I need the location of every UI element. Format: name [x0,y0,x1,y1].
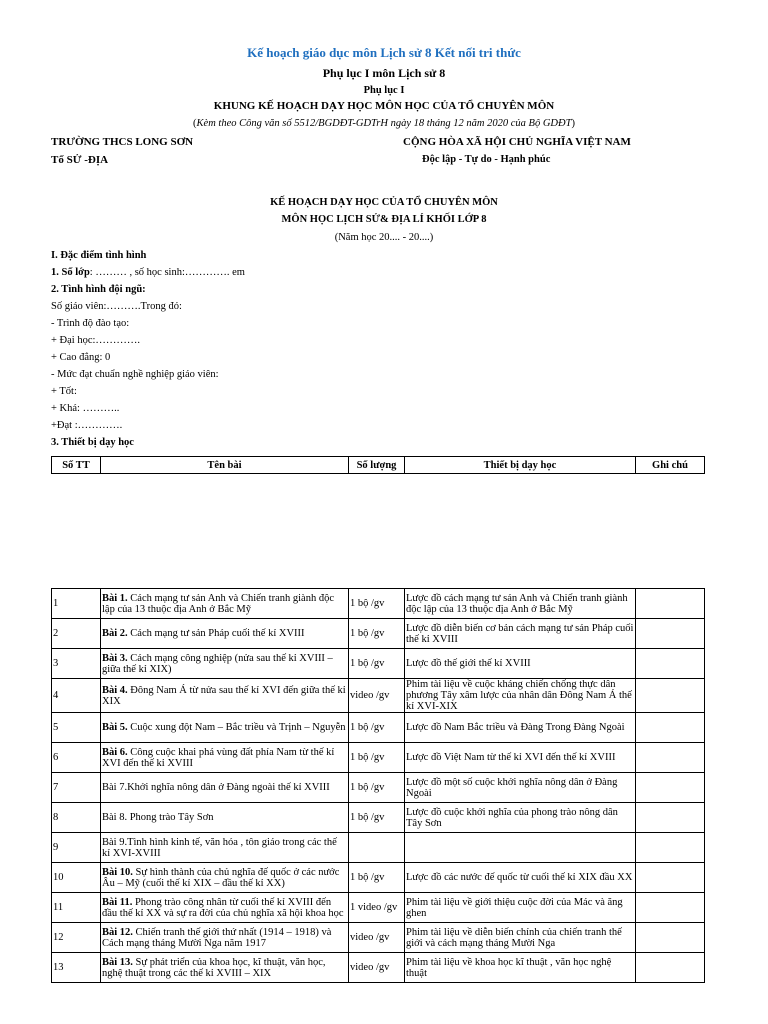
lesson-name: Bài 2. Cách mạng tư sản Pháp cuối thế kỉ XVIII [101,619,349,649]
note [636,619,705,649]
lesson-name: Bài 8. Phong trào Tây Sơn [101,803,349,833]
table-row [52,649,705,679]
row-number: 11 [52,893,101,923]
national-motto: Độc lập - Tự do - Hạnh phúc [422,154,551,165]
quantity: 1 bộ /gv [349,589,405,619]
row-number: 10 [52,863,101,893]
row-number: 7 [52,773,101,803]
quantity: 1 bộ /gv [349,713,405,743]
nation-name: CỘNG HÒA XÃ HỘI CHỦ NGHĨA VIỆT NAM [403,136,631,148]
note [636,863,705,893]
equipment-heading: 3. Thiết bị dạy học [51,437,134,448]
note [636,953,705,983]
table-row [52,619,705,649]
quantity: 1 video /gv [349,893,405,923]
staff-line: + Đại học:…………. [51,335,141,346]
frame-title: KHUNG KẾ HOẠCH DẠY HỌC MÔN HỌC CỦA TỔ CHUYÊN MÔN [213,100,555,112]
table-row [52,863,705,893]
equipment [405,833,636,863]
staff-line: - Trình độ đào tạo: [51,318,130,329]
lesson-name: Bài 9.Tình hình kinh tế, văn hóa , tôn giáo trong các thế kỉ XVI-XVIII [101,833,349,863]
lesson-name: Bài 11. Phong trào công nhân từ cuối thế kỉ XVIII đến đầu thế kỉ XX và sự ra đời của chủ nghĩa xã hội khoa học [101,893,349,923]
row-number: 8 [52,803,101,833]
plan-title: KẾ HOẠCH DẠY HỌC CỦA TỔ CHUYÊN MÔN [270,197,498,208]
staff-line: + Tốt: [51,386,77,397]
document-title: Kế hoạch giáo dục môn Lịch sử 8 Kết nối tri thức [247,45,521,60]
equipment: Phim tài liệu về cuộc kháng chiến chống thực dân phương Tây xâm lược của nhân dân Đông Nam Á thế kỉ XVI-XIX [405,679,636,713]
column-header-note: Ghi chú [636,457,705,474]
appendix-label: Phụ lục I [363,85,405,96]
lesson-name: Bài 3. Cách mạng công nghiệp (nửa sau thế kỉ XVIII – giữa thế kỉ XIX) [101,649,349,679]
column-header-lesson: Tên bài [101,457,349,474]
equipment: Lược đồ Việt Nam từ thế kỉ XVI đến thế kỉ XVIII [405,743,636,773]
column-header-no: Số TT [52,457,101,474]
section-heading: I. Đặc điểm tình hình [51,250,147,261]
note [636,773,705,803]
table-row [52,923,705,953]
lesson-name: Bài 12. Chiến tranh thế giới thứ nhất (1914 – 1918) và Cách mạng tháng Mười Nga năm 1917 [101,923,349,953]
equipment: Lược đồ thế giới thế kỉ XVIII [405,649,636,679]
group-name: Tổ SỬ -ĐỊA [51,154,109,166]
note [636,803,705,833]
lesson-name: Bài 4. Đông Nam Á từ nửa sau thế kỉ XVI đến giữa thế kỉ XIX [101,679,349,713]
school-name: TRƯỜNG THCS LONG SƠN [51,136,194,148]
equipment: Lược đồ cách mạng tư sản Anh và Chiến tranh giành độc lập của 13 thuộc địa Anh ở Bắc Mỹ [405,589,636,619]
equipment: Lược đồ diễn biến cơ bản cách mạng tư sản Pháp cuối thế kỉ XVIII [405,619,636,649]
equipment: Lược đồ một số cuộc khởi nghĩa nông dân ở Đàng Ngoài [405,773,636,803]
appendix-title: Phụ lục I môn Lịch sử 8 [322,66,446,80]
row-number: 2 [52,619,101,649]
equipment-table [51,588,705,983]
note [636,893,705,923]
lesson-name: Bài 5. Cuộc xung đột Nam – Bắc triều và Trịnh – Nguyễn [101,713,349,743]
row-number: 9 [52,833,101,863]
staff-line: + Cao đẳng: 0 [51,352,111,363]
equipment: Phim tài liệu về khoa học kĩ thuật , văn học nghệ thuật [405,953,636,983]
row-number: 6 [52,743,101,773]
staff-heading: 2. Tình hình đội ngũ: [51,284,146,295]
class-count: 1. Số lớp: ……… , số học sinh:…………. em [51,267,245,278]
lesson-name: Bài 10. Sự hình thành của chủ nghĩa đế quốc ở các nước Âu – Mỹ (cuối thế kỉ XIX – đầu thế kỉ XX) [101,863,349,893]
row-number: 3 [52,649,101,679]
table-row [52,713,705,743]
staff-line: Số giáo viên:……….Trong đó: [51,301,182,312]
lesson-name: Bài 1. Cách mạng tư sản Anh và Chiến tranh giành độc lập của 13 thuộc địa Anh ở Bắc Mỹ [101,589,349,619]
table-row [52,953,705,983]
quantity: 1 bộ /gv [349,803,405,833]
row-number: 5 [52,713,101,743]
note [636,713,705,743]
table-row [52,743,705,773]
table-row [52,679,705,713]
table-row [52,893,705,923]
quantity: 1 bộ /gv [349,619,405,649]
equipment: Lược đồ Nam Bắc triều và Đàng Trong Đàng Ngoài [405,713,636,743]
lesson-name: Bài 13. Sự phát triển của khoa học, kĩ thuật, văn học, nghệ thuật trong các thế kỉ XVIII – XIX [101,953,349,983]
note [636,589,705,619]
quantity: 1 bộ /gv [349,649,405,679]
row-number: 13 [52,953,101,983]
row-number: 1 [52,589,101,619]
lesson-name: Bài 7.Khởi nghĩa nông dân ở Đàng ngoài thế kỉ XVIII [101,773,349,803]
quantity: 1 bộ /gv [349,773,405,803]
row-number: 4 [52,679,101,713]
staff-line: + Khá: ……….. [51,403,120,414]
row-number: 12 [52,923,101,953]
column-header-equipment: Thiết bị dạy học [405,457,636,474]
table-row [52,589,705,619]
quantity: video /gv [349,953,405,983]
equipment: Phim tài liệu về giới thiệu cuộc đời của Mác và ăng ghen [405,893,636,923]
quantity: video /gv [349,679,405,713]
quantity: 1 bộ /gv [349,863,405,893]
note [636,743,705,773]
quantity: video /gv [349,923,405,953]
note [636,833,705,863]
equipment-table-header [51,456,705,474]
equipment: Lược đồ các nước đế quốc từ cuối thế kỉ XIX đầu XX [405,863,636,893]
table-row [52,773,705,803]
lesson-name: Bài 6. Công cuộc khai phá vùng đất phía Nam từ thế kỉ XVI đến thế kỉ XVIII [101,743,349,773]
reference-note: (Kèm theo Công văn số 5512/BGDĐT-GDTrH ngày 18 tháng 12 năm 2020 của Bộ GDĐT) [193,118,575,129]
table-row [52,833,705,863]
table-row [52,803,705,833]
equipment: Phim tài liệu về diễn biến chính của chiến tranh thế giới và cách mạng tháng Mười Nga [405,923,636,953]
quantity [349,833,405,863]
note [636,923,705,953]
school-year: (Năm học 20.... - 20....) [334,232,434,243]
staff-line: - Mức đạt chuẩn nghề nghiệp giáo viên: [51,369,219,380]
column-header-quantity: Số lượng [349,457,405,474]
quantity: 1 bộ /gv [349,743,405,773]
note [636,649,705,679]
note [636,679,705,713]
staff-line: +Đạt :…………. [51,420,123,431]
equipment: Lược đồ cuộc khởi nghĩa của phong trào nông dân Tây Sơn [405,803,636,833]
plan-subject: MÔN HỌC LỊCH SỬ& ĐỊA LÍ KHỐI LỚP 8 [281,214,487,225]
